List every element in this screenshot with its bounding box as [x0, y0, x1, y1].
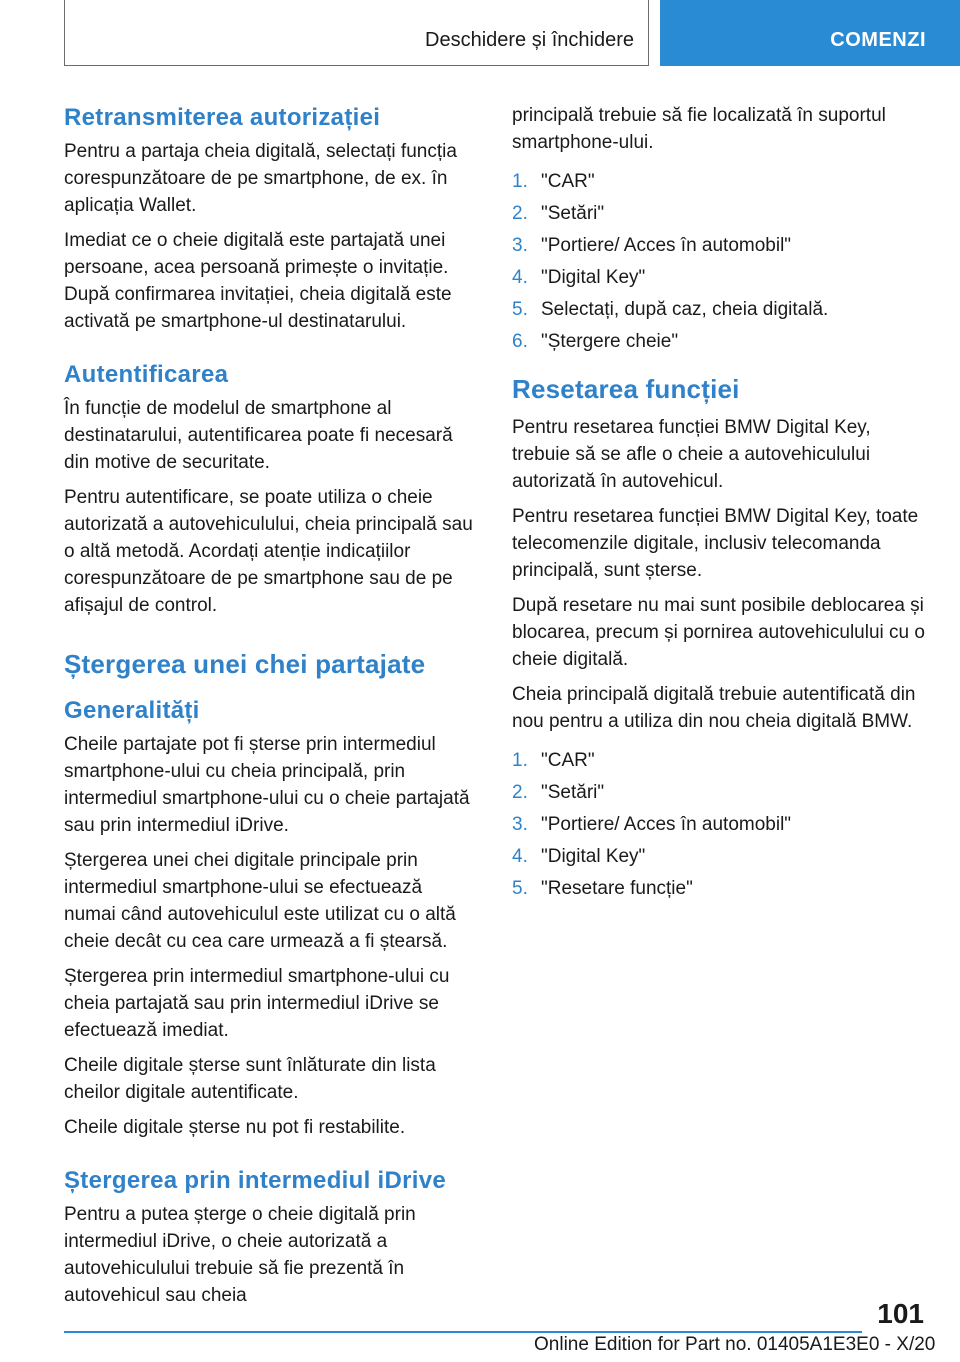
- right-column: [512, 102, 926, 915]
- page-header: [0, 0, 960, 66]
- step-text: "CAR": [541, 171, 595, 192]
- paragraph: principală trebuie să fie localizată în suportul smartphone-ului.: [512, 105, 886, 153]
- paragraph: Cheile digitale șterse sunt înlăturate din lista cheilor digitale autentificate.: [64, 1055, 436, 1103]
- page-number: 101: [877, 1298, 924, 1329]
- step-number: 5.: [512, 878, 528, 899]
- heading-stergerea-cheie: Ștergerea unei chei partajate: [64, 649, 426, 679]
- list-item: [512, 873, 926, 905]
- step-text: "Ștergere cheie": [541, 331, 679, 352]
- list-item: [512, 294, 926, 326]
- step-text: "Setări": [541, 203, 605, 224]
- step-text: "Resetare funcție": [541, 878, 693, 899]
- list-item: [512, 809, 926, 841]
- paragraph: Cheile partajate pot fi șterse prin intermediul smartphone-ului cu cheia principală, prin intermediul smartphone-ului cu o cheie partajată sau prin intermediul iDrive.: [64, 734, 470, 836]
- step-text: "Digital Key": [541, 267, 646, 288]
- step-number: 2.: [512, 782, 528, 803]
- paragraph: Pentru resetarea funcției BMW Digital Key, trebuie să se afle o cheie a autovehiculului autorizată în autovehicul.: [512, 417, 871, 492]
- list-item: [512, 262, 926, 294]
- edition-footer: Online Edition for Part no. 01405A1E3E0 - X/20: [534, 1334, 936, 1355]
- step-text: "Portiere/ Acces în automobil": [541, 235, 792, 256]
- heading-stergerea-idrive: Ștergerea prin intermediul iDrive: [64, 1167, 447, 1194]
- paragraph: Pentru a putea șterge o cheie digitală prin intermediul iDrive, o cheie autorizată a autovehiculului trebuie să fie prezentă în autovehicul sau cheia: [64, 1204, 416, 1306]
- heading-retransmiterea: Retransmiterea autorizației: [64, 104, 381, 131]
- heading-generalitati: Generalități: [64, 697, 200, 724]
- list-item: [512, 166, 926, 198]
- step-number: 2.: [512, 203, 528, 224]
- paragraph: Pentru resetarea funcției BMW Digital Key, toate telecomenzile digitale, inclusiv telecomanda principală, sunt șterse.: [512, 506, 919, 581]
- step-number: 1.: [512, 171, 528, 192]
- section-tab-label: Deschidere și închidere: [425, 29, 634, 51]
- step-text: "Setări": [541, 782, 605, 803]
- step-number: 3.: [512, 814, 528, 835]
- list-item: [512, 326, 926, 358]
- paragraph: Pentru a partaja cheia digitală, selectați funcția corespunzătoare de pe smartphone, de ex. în aplicația Wallet.: [64, 141, 457, 216]
- list-item: [512, 777, 926, 809]
- step-number: 1.: [512, 750, 528, 771]
- list-item: [512, 745, 926, 777]
- steps-list-delete: [512, 166, 926, 358]
- heading-resetarea: Resetarea funcției: [512, 374, 740, 404]
- chapter-tab: [660, 0, 960, 66]
- step-number: 6.: [512, 331, 528, 352]
- steps-list-reset: [512, 745, 926, 905]
- paragraph: Cheia principală digitală trebuie autentificată din nou pentru a utiliza din nou cheia digitală BMW.: [512, 684, 916, 732]
- list-item: [512, 198, 926, 230]
- paragraph: Cheile digitale șterse nu pot fi restabilite.: [64, 1117, 406, 1138]
- paragraph: Ștergerea unei chei digitale principale prin intermediul smartphone-ului se efectuează numai când autovehiculul este utilizat cu o altă cheie decât cu cea care urmează a fi ștearsă.: [64, 850, 456, 952]
- step-text: "CAR": [541, 750, 595, 771]
- paragraph: În funcție de modelul de smartphone al destinatarului, autentificarea poate fi necesară din motive de securitate.: [64, 398, 453, 473]
- step-text: Selectați, după caz, cheia digitală.: [541, 299, 829, 320]
- heading-autentificarea: Autentificarea: [64, 361, 229, 388]
- step-number: 5.: [512, 299, 528, 320]
- step-number: 3.: [512, 235, 528, 256]
- step-text: "Portiere/ Acces în automobil": [541, 814, 792, 835]
- paragraph: După resetare nu mai sunt posibile deblocarea și blocarea, precum și pornirea autovehiculului cu o cheie digitală.: [512, 595, 925, 670]
- paragraph: Ștergerea prin intermediul smartphone-ului cu cheia partajată sau prin intermediul iDrive se efectuează imediat.: [64, 966, 450, 1041]
- paragraph: Imediat ce o cheie digitală este partajată unei persoane, acea persoană primește o invitație. După confirmarea invitației, cheia digitală este activată pe smartphone-ul destinatarului.: [64, 230, 452, 332]
- list-item: [512, 230, 926, 262]
- paragraph: Pentru autentificare, se poate utiliza o cheie autorizată a autovehiculului, cheia principală sau o altă metodă. Acordați atenție indicațiilor corespunzătoare de pe smartphone sau de pe afișajul de control.: [64, 487, 473, 616]
- step-text: "Digital Key": [541, 846, 646, 867]
- chapter-tab-label: COMENZI: [830, 29, 926, 51]
- left-column: [64, 102, 478, 1317]
- step-number: 4.: [512, 267, 528, 288]
- footer-divider: [64, 1331, 862, 1333]
- section-tab: [64, 0, 649, 66]
- list-item: [512, 841, 926, 873]
- step-number: 4.: [512, 846, 528, 867]
